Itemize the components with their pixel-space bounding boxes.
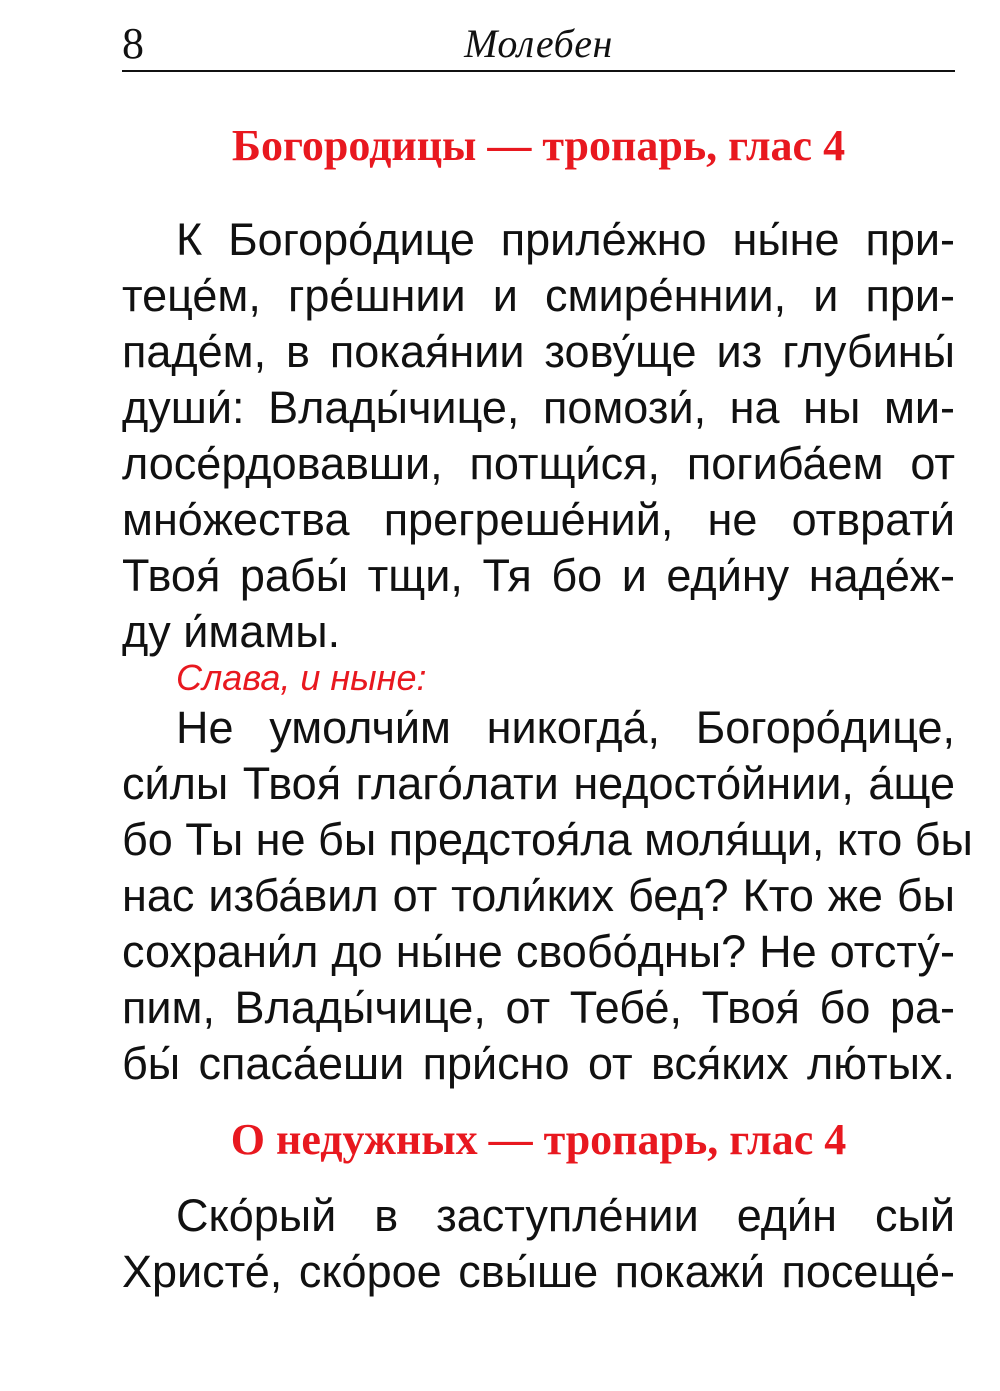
text-line: ду и́мамы.: [122, 606, 341, 657]
section-heading: Богородицы — тропарь, глас 4: [231, 121, 846, 170]
text-line: Твоя́ рабы́ тщи, Тя бо и еди́ну наде́ж-: [122, 550, 955, 601]
text-line: си́лы Твоя́ глаго́лати недосто́йнии, а́ще: [122, 758, 955, 809]
text-line: мно́жества прегреше́ний, не отврати́: [122, 494, 955, 545]
text-line: нас изба́вил от толи́ких бед? Кто же бы: [122, 870, 955, 921]
rubric: Слава, и ныне:: [176, 657, 427, 698]
text-line: бы́ спаса́еши при́сно от вся́ких лю́тых.: [122, 1038, 955, 1089]
text-line: Не умолчи́м никогда́, Богоро́дице,: [176, 702, 955, 753]
text-line: Христе́, ско́рое свы́ше покажи́ посеще́-: [122, 1246, 955, 1297]
text-line: лосе́рдовавши, потщи́ся, погиба́ем от: [122, 438, 955, 489]
text-line: теце́м, гре́шнии и смире́ннии, и при-: [122, 270, 955, 321]
text-line: пим, Влады́чице, от Тебе́, Твоя́ бо ра-: [122, 982, 955, 1033]
section-heading: О недужных — тропарь, глас 4: [230, 1115, 847, 1164]
page-number: 8: [122, 19, 144, 68]
text-line: души́: Влады́чице, помози́, на ны ми-: [122, 382, 955, 433]
text-line: паде́м, в покая́нии зову́ще из глубины́: [122, 326, 955, 377]
running-head: [122, 14, 955, 72]
text-line: бо Ты не бы предстоя́ла моля́щи, кто бы: [122, 814, 973, 865]
running-title: Молебен: [464, 21, 613, 66]
text-line: Ско́рый в заступле́нии еди́н сый: [176, 1190, 955, 1241]
text-line: сохрани́л до ны́не свобо́дны? Не отсту́-: [122, 926, 955, 977]
text-line: К Богоро́дице приле́жно ны́не при-: [176, 214, 955, 265]
